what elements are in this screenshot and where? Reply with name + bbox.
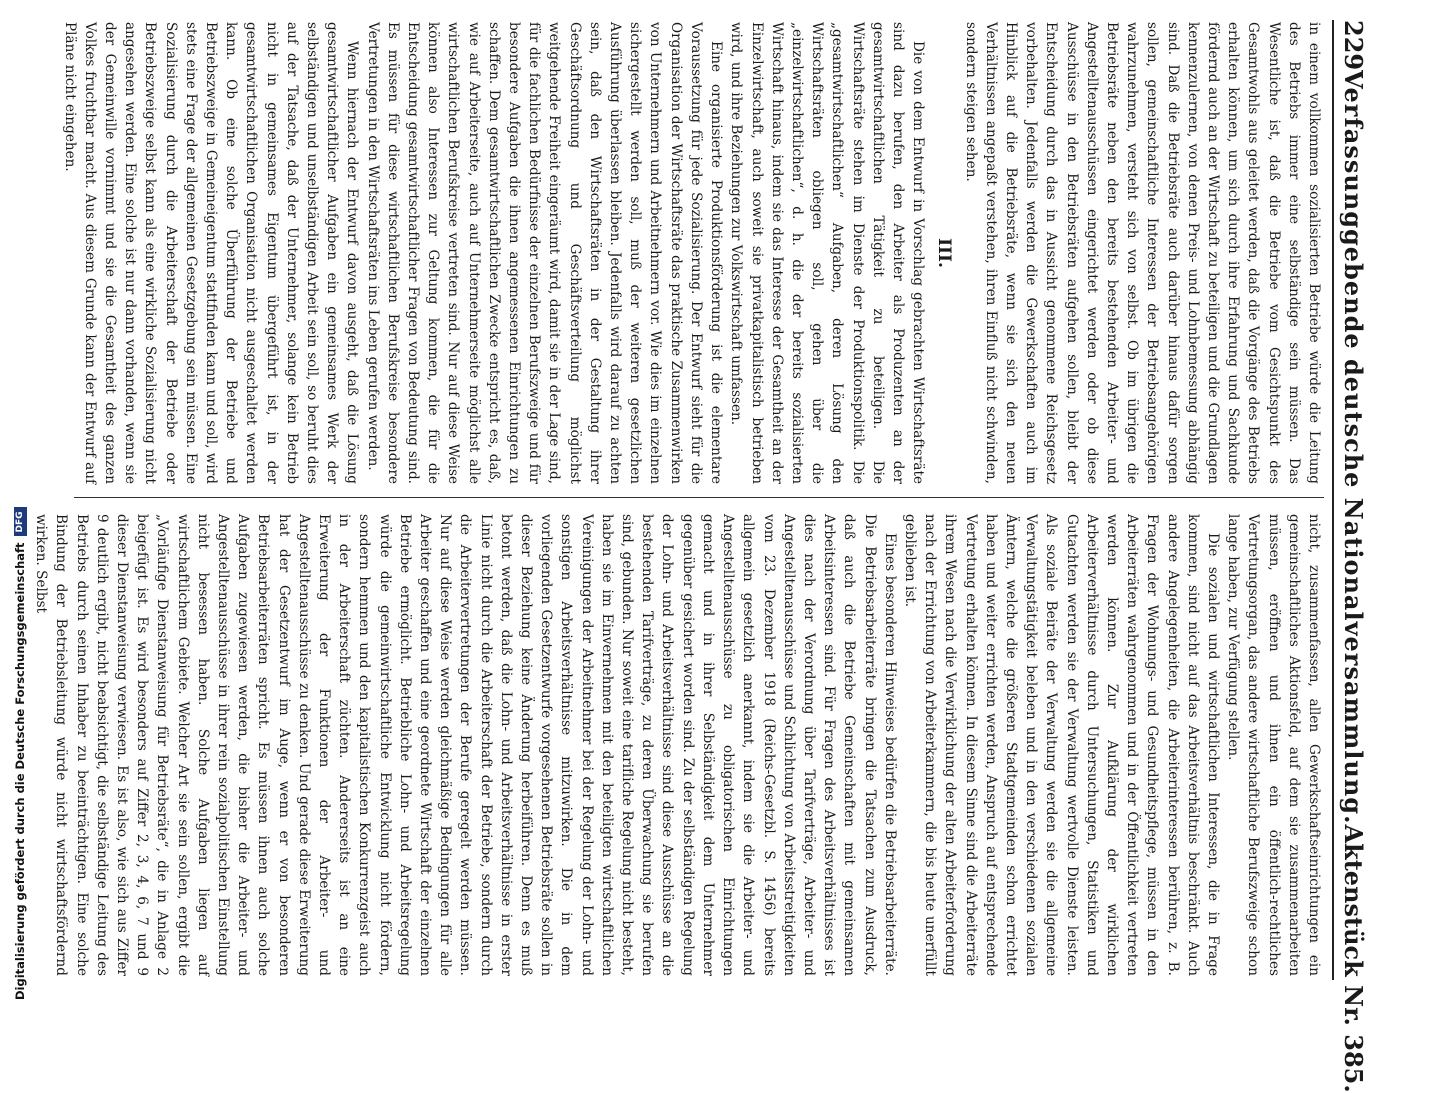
section-heading: III. (934, 238, 955, 268)
running-title: Verfassunggebende deutsche Nationalversammlung. (1339, 70, 1369, 825)
paragraph: Eine organisierte Produktionsförderung ist die elementare Voraussetzung für jede Sozialisierung. Der Entwurf sieht für die Organisation der Wirtschaftsräte das praktische Zusammenwirken von Unternehmern und Arbeitnehmern vor. Wie dies im einzelnen sichergestellt werden soll, muß der weiteren gesetzlichen Ausführung überlassen bleiben. Jedenfalls wird darauf zu achten sein, daß den Wirtschaftsräten in der Gestaltung ihrer Geschäftsordnung und Geschäftsverteilung möglichst weitgehende Freiheit eingeräumt wird, damit sie in der Lage sind, für die fachlichen Bedürfnisse der einzelnen Berufszweige und für besondere Aufgaben die ihnen angemessenen Einrichtungen zu schaffen. Dem gesamtwirtschaftlichen Zwecke entspricht es, daß, wie auf Arbeiterseite, auch auf Unternehmerseite möglichst alle wirtschaftlichen Berufskreise vertreten sind. Nur auf diese Weise können also Interessen zur Geltung kommen, die für die Entscheidung gesamtwirtschaftlicher Fragen von Bedeutung sind. Es müssen für diese wirtschaftlichen Berufskreise besondere Vertretungen in den Wirtschaftsräten ins Leben gerufen werden. (364, 22, 725, 484)
paragraph: Die sozialen und wirtschaftlichen Interessen, die in Frage kommen, sind nicht auf das Arbeitsverhältnis beschränkt. Auch andere Angelegenheiten, die Arbeiterinteressen berühren, z. B. Fragen der Wohnungs- und Gesundheitspflege, müssen in den Arbeiterräten wahrgenommen und in der Öffentlichkeit vertreten werden können. Zur Aufklärung der wirklichen Arbeiterverhältnisse durch Untersuchungen, Statistiken und Gutachten werden sie der Verwaltung wertvolle Dienste leisten. Als soziale Beiräte der Verwaltung werden sie die allgemeine Verwaltungstätigkeit beleben und in den verschiedenen sozialen Ämtern, welche die größeren Stadtgemeinden schon errichtet haben und weiter errichten werden, Anspruch auf entsprechende Vertretung erhalten können. In diesem Sinne sind die Arbeiterräte ihrem Wesen nach die Verwirklichung der alten Arbeiterforderung nach der Errichtung von Arbeiterkammern, die bis heute unerfüllt geblieben ist. (901, 514, 1221, 976)
dfg-logo: DFG (14, 507, 27, 536)
paragraph: nicht, zusammenfassen, allen Gewerkschaftseinrichtungen ein gemeinschaftliches Aktionsfeld, auf dem sie zusammenarbeiten müssen, eröffnen und ihnen ein öffentlich-rechtliches Vertretungsorgan, das andere wirtschaftliche Berufszweige schon lange haben, zur Verfügung stellen. (1225, 514, 1322, 976)
document-page (33, 0, 1382, 1093)
paragraph: Wenn hiernach der Entwurf davon ausgeht, daß die Lösung gesamtwirtschaftlicher Aufgaben ein gemeinsames Werk der selbständigen und unselbständigen Arbeit sein soll, so beruht dies auf der Tatsache, daß der Unternehmer, solange kein Betrieb nicht in gemeinsames Eigentum übergeführt ist, in der gesamtwirtschaftlichen Organisation nicht ausgeschaltet werden kann. Ob eine solche Überführung der Betriebe und Betriebszweige in Gemeineigentum stattfinden kann und soll, wird stets eine Frage der allgemeinen Gesetzgebung sein müssen. Eine Sozialisierung durch die Arbeiterschaft der Betriebe oder Betriebszweige selbst kann als eine wirkliche Sozialisierung nicht angesehen werden. Eine solche ist nur dann vorhanden, wenn sie der Gemeinwille vornimmt und sie die Gesamtheit des ganzen Volkes fruchtbar macht. Aus diesem Grunde kann der Entwurf auf Pläne nicht eingehen. (61, 22, 361, 484)
page-header (1332, 20, 1374, 1093)
text-column-left (61, 22, 1324, 484)
page-number: 229 (1339, 20, 1369, 71)
digitization-credit (8, 20, 32, 1000)
document-number: Aktenstück Nr. 385. (1339, 824, 1369, 1093)
credit-text: Digitalisierung gefördert durch die Deutsche Forschungsgemeinschaft (13, 542, 27, 1000)
paragraph: Eines besonderen Hinweises bedürfen die Betriebsarbeiterräte. Die Betriebsarbeiterräte bringen die Tatsachen zum Ausdruck, daß auch die Betriebe Gemeinschaften mit gemeinsamen Arbeitsinteressen sind. Für Fragen des Arbeitsverhältnisses ist dies nach der Verordnung über Tarifverträge, Arbeiter- und Angestelltenausschüsse und Schlichtung von Arbeitsstreitigkeiten vom 23. Dezember 1918 (Reichs-Gesetzbl. S. 1456) bereits allgemein gesetzlich anerkannt, indem sie die Arbeiter- und Angestelltenausschüsse zu obligatorischen Einrichtungen gemacht und in ihrer Selbständigkeit dem Unternehmer gegenüber gesichert worden sind. Zu der selbständigen Regelung der Lohn- und Arbeitsverhältnisse sind diese Ausschüsse an die bestehenden Tarifverträge, zu deren Überwachung sie berufen sind, gebunden. Nur soweit eine tarifliche Regelung nicht besteht, haben sie im Einvernehmen mit den beteiligten wirtschaftlichen Vereinigungen der Arbeitnehmer bei der Regelung der Lohn- und sonstigen Arbeitsverhältnisse mitzuwirken. Die in dem vorliegenden Gesetzentwurfe vorgesehenen Betriebsräte sollen in dieser Beziehung keine Änderung herbeiführen. Denn es muß betont werden, daß die Lohn- und Arbeitsverhältnisse in erster Linie nicht durch die Arbeiterschaft der Betriebe, sondern durch die Arbeitervertretungen der Berufe geregelt werden müssen. Nur auf diese Weise werden gleichmäßige Bedingungen für alle Arbeiter geschaffen und eine geordnete Wirtschaft der einzelnen Betriebe ermöglicht. Betriebliche Lohn- und Arbeitsregelung würde die gemeinwirtschaftliche Entwicklung nicht fördern, sondern hemmen und den kapitalistischen Konkurrenzgeist auch in der Arbeiterschaft züchten. Andererseits ist an eine Erweiterung der Funktionen der Arbeiter- und Angestelltenausschüsse zu denken. Und gerade diese Erweiterung hat der Gesetzentwurf im Auge, wenn er von besonderen Betriebsarbeiterräten spricht. Es müssen ihnen auch solche Aufgaben zugewiesen werden, die bisher die Arbeiter- und Angestelltenausschüsse in ihrer rein sozialpolitischen Einstellung nicht besessen haben. Solche Aufgaben liegen auf wirtschaftlichem Gebiete. Welcher Art sie sein sollen, ergibt die „Vorläufige Dienstanweisung für Betriebsräte“, die in Anlage 2 beigefügt ist. Es wird besonders auf Ziffer 2, 3, 4, 6, 7 und 9 dieser Dienstanweisung verwiesen. Es ist also, wie sich aus Ziffer 9 deutlich ergibt, nicht beabsichtigt, die selbständige Leitung des Betriebs durch seinen Inhaber zu beeinträchtigen. Eine solche Bindung der Betriebsleitung würde nicht wirtschaftsfördernd wirken. Selbst (33, 514, 898, 976)
paragraph: in einem vollkommen sozialisierten Betriebe würde die Leitung des Betriebs immer eine selbständige sein müssen. Das Wesentliche ist, daß die Betriebe vom Gesichtspunkt des Gesamtwohls aus geleitet werden, daß die Vorgänge des Betriebs erhalten können, um sich durch ihre Erfahrung und Sachkunde fördernd auch an der Wirtschaft zu beteiligen und die Grundlagen kennenzulernen, von denen Preis- und Lohnbemessung abhängig sind. Daß die Betriebsräte auch darüber hinaus dafür sorgen sollen, gemeinschaftliche Interessen der Betriebsangehörigen wahrzunehmen, versteht sich von selbst. Ob im übrigen die Betriebsräte neben den bereits bestehenden Arbeiter- und Angestelltenausschüssen eingerichtet werden oder ob diese Ausschüsse in den Betriebsräten aufgehen sollen, bleibt der Entscheidung durch das in Aussicht genommene Reichsgesetz vorbehalten. Jedenfalls werden die Gewerkschaften auch im Hinblick auf die Betriebsräte, wenn sie sich den neuen Verhältnissen angepaßt verstehen, ihren Einfluß nicht schwinden, sondern steigen sehen. (962, 22, 1322, 484)
column-divider (74, 497, 1324, 498)
text-column-right (33, 514, 1324, 976)
paragraph: Die von dem Entwurf in Vorschlag gebrachten Wirtschaftsräte sind dazu berufen, den Arbeiter als Produzenten an der gesamtwirtschaftlichen Tätigkeit zu beteiligen. Die Wirtschaftsräte stehen im Dienste der Produktionspolitik. Die „gesamtwirtschaftlichen“ Aufgaben, deren Lösung den Wirtschaftsräten obliegen soll, gehen über die „einzelwirtschaftlichen“, d. h. die der bereits sozialisierten Wirtschaft hinaus, indem sie das Interesse der Gesamtheit an der Einzelwirtschaft, auch soweit sie privatkapitalistisch betrieben wird, und ihre Beziehungen zur Volkswirtschaft umfassen. (728, 22, 927, 484)
